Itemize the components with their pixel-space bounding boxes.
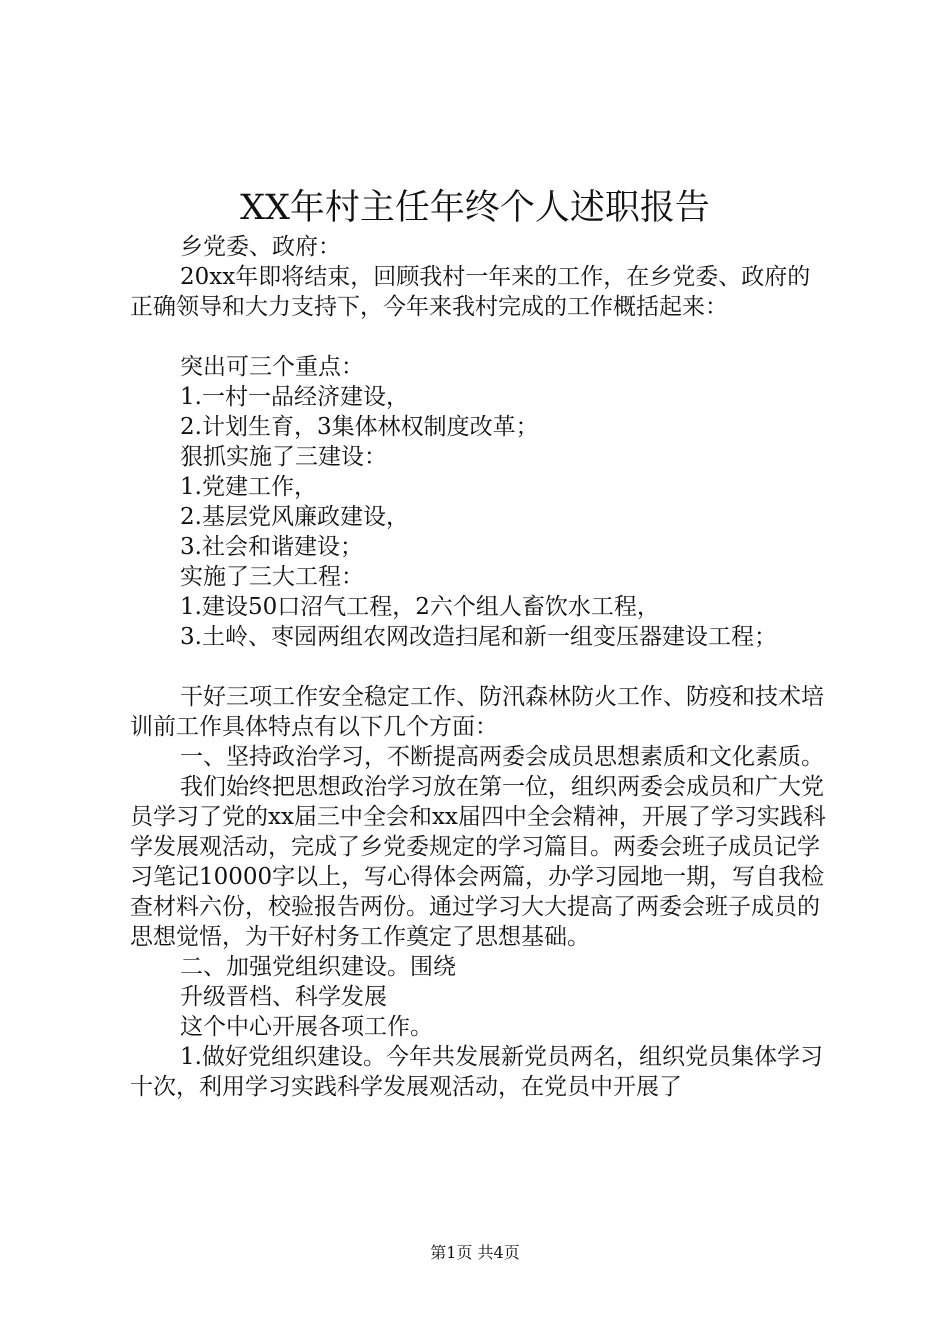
paragraph: 干好三项工作安全稳定工作、防汛森林防火工作、防疫和技术培训前工作具体特点有以下几个方面： <box>130 684 824 740</box>
list-item: 3.土岭、枣园两组农网改造扫尾和新一组变压器建设工程； <box>180 624 777 650</box>
page-number-footer: 第1页 共4页 <box>430 1243 520 1262</box>
document-body <box>130 232 830 1102</box>
salutation: 乡党委、政府： <box>180 234 341 260</box>
paragraph: 狠抓实施了三建设： <box>180 444 387 470</box>
paragraph: 这个中心开展各项工作。 <box>180 1014 433 1040</box>
list-item: 3.社会和谐建设； <box>180 534 363 560</box>
list-item: 1.一村一品经济建设， <box>180 384 409 410</box>
paragraph: 升级晋档、科学发展 <box>180 984 387 1010</box>
section-heading: 一、坚持政治学习，不断提高两委会成员思想素质和文化素质。 <box>180 744 824 770</box>
list-item: 2.基层党风廉政建设， <box>180 504 409 530</box>
list-item: 1.建设50口沼气工程，2六个组人畜饮水工程， <box>180 594 660 620</box>
section-heading: 二、加强党组织建设。围绕 <box>180 954 456 980</box>
paragraph-gap <box>130 652 830 682</box>
list-item: 1.党建工作， <box>180 474 317 500</box>
paragraph: 20xx年即将结束，回顾我村一年来的工作，在乡党委、政府的正确领导和大力支持下，今年来我村完成的工作概括起来： <box>130 264 811 320</box>
paragraph: 实施了三大工程： <box>180 564 364 590</box>
paragraph-gap <box>130 322 830 352</box>
document-title: XX年村主任年终个人述职报告 <box>240 188 710 228</box>
paragraph: 突出可三个重点： <box>180 354 364 380</box>
paragraph: 1.做好党组织建设。今年共发展新党员两名，组织党员集体学习十次，利用学习实践科学发展观活动，在党员中开展了 <box>130 1044 823 1100</box>
list-item: 2.计划生育，3集体林权制度改革； <box>180 414 539 440</box>
paragraph: 我们始终把思想政治学习放在第一位，组织两委会成员和广大党员学习了党的xx届三中全会和xx届四中全会精神，开展了学习实践科学发展观活动，完成了乡党委规定的学习篇目。两委会班子成员记学习笔记10000字以上，写心得体会两篇，办学习园地一期，写自我检查材料六份，校验报告两份。通过学习大大提高了两委会班子成员的思想觉悟，为干好村务工作奠定了思想基础。 <box>130 774 826 950</box>
